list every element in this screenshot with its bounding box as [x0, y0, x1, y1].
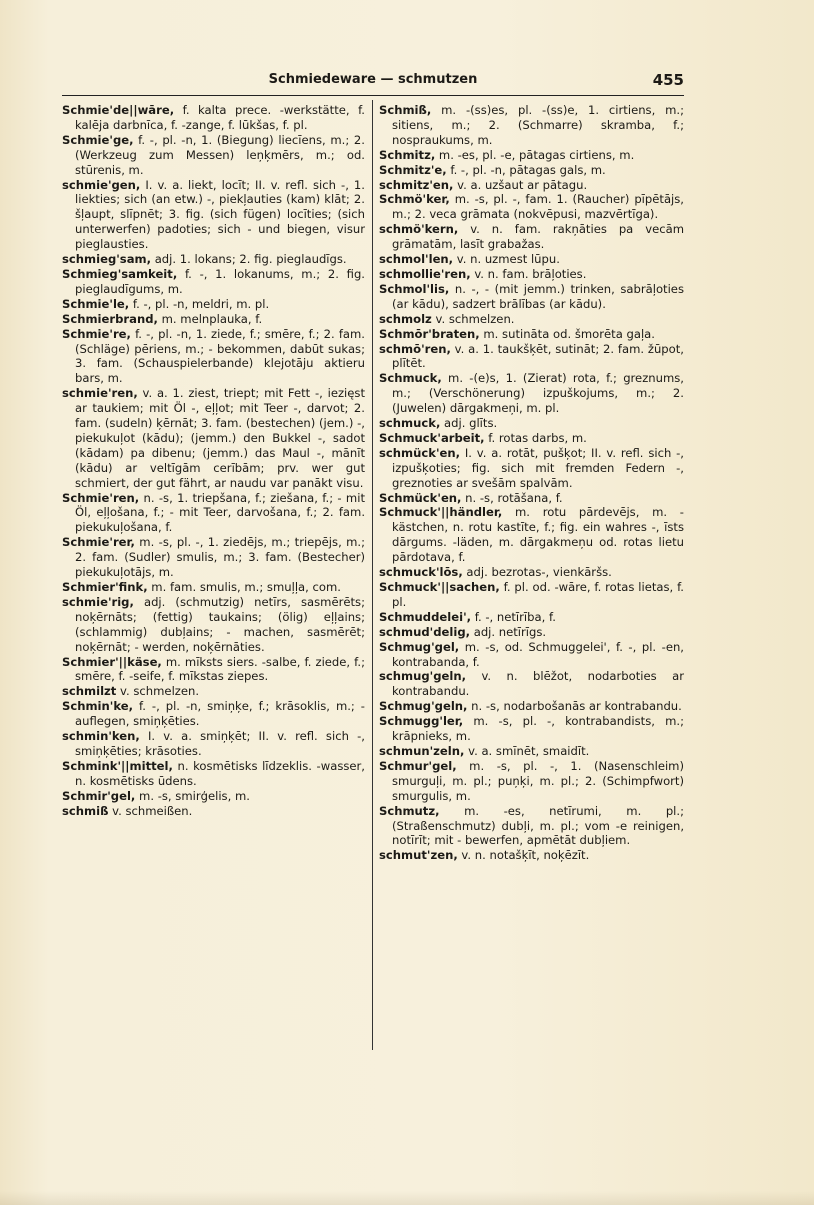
entry-definition: f. -, pl. -n, pātagas gals, m.: [446, 162, 606, 177]
entry-definition: v. a. 1. taukšķēt, sutināt; 2. fam. žūpot, plītēt.: [392, 341, 684, 371]
dictionary-entry: [62, 297, 365, 312]
entry-definition: I. v. a. smiņķēt; II. v. refl. sich -, smiņķēties; krāsoties.: [75, 729, 365, 758]
dictionary-entry: [379, 491, 684, 506]
dictionary-entry: [62, 267, 365, 297]
entry-headword: Schmie're,: [62, 326, 131, 341]
dictionary-entry: [379, 640, 684, 670]
entry-definition: f. rotas darbs, m.: [484, 430, 587, 445]
entry-headword: schmie'ren,: [62, 386, 138, 401]
entry-headword: Schmitz'e,: [379, 162, 447, 177]
dictionary-entry: [62, 789, 365, 804]
entry-definition: v. n. fam. brāļoties.: [470, 266, 587, 281]
entry-definition: m. sutināta od. šmorēta gaļa.: [479, 326, 655, 341]
entry-headword: Schmierbrand,: [62, 311, 158, 326]
entry-definition: m. rotu pārdevējs, m. -kästchen, n. rotu kastīte, f.; fig. ein wahres -, īsts dārgums. -läden, m. dārgakmeņu od. rotas lietu pārdotava, f.: [392, 505, 684, 565]
entry-definition: m. -es, pl. -e, pātagas cirtiens, m.: [435, 147, 635, 162]
dictionary-entry: [62, 804, 365, 819]
entry-headword: Schmuck'||sachen,: [379, 580, 500, 594]
dictionary-entry: [62, 491, 365, 536]
entry-headword: Schmie'le,: [62, 296, 130, 311]
entry-headword: Schmugg'ler,: [379, 714, 464, 729]
dictionary-entry: [379, 312, 684, 327]
entry-headword: Schmück'en,: [379, 490, 462, 505]
entry-definition: v. a. 1. ziest, triept; mit Fett -, iezięst ar taukiem; mit Öl -, eļļot; mit Teer -, darvot; 2. fam. (sudeln) ķērnāt; 3. fam. (bestechen) (jem.) -, piekukuļot (kādu); (jemm.) den Bukkel -, sadot (kādam) pa dibenu; (jemm.) das Maul -, mānīt (kādu) ar veltīgām cerībām; prv. wer gut schmiert, der gut fährt, ar naudu var panākt visu.: [75, 386, 365, 490]
entry-headword: Schmōr'braten,: [379, 326, 480, 341]
entry-headword: schmie'gen,: [62, 177, 141, 192]
entry-headword: Schmie'ren,: [62, 490, 140, 505]
entry-definition: v. n. notašķīt, noķēzīt.: [457, 848, 590, 863]
entry-headword: Schmol'lis,: [379, 281, 450, 296]
entry-definition: n. -s, rotāšana, f.: [461, 490, 563, 505]
entry-definition: v. n. blēžot, nodarboties ar kontrabandu.: [392, 669, 684, 699]
entry-definition: m. -(e)s, 1. (Zierat) rota, f.; greznums, m.; (Verschönerung) izpuškojums, m.; 2. (Juwelen) dārgakmeņi, m. pl.: [392, 371, 684, 416]
dictionary-entry: [62, 684, 365, 699]
entry-definition: f. -, pl. -n, smiņķe, f.; krāsoklis, m.; - auflegen, smiņķēties.: [75, 699, 365, 729]
dictionary-entry: [379, 416, 684, 431]
dictionary-entry: [62, 729, 365, 759]
dictionary-entry: [379, 610, 684, 625]
entry-headword: Schmutz,: [379, 803, 440, 818]
dictionary-entry: [379, 148, 684, 163]
header-rule: [62, 95, 684, 96]
dictionary-entry: [379, 580, 684, 610]
entry-headword: schmie'rig,: [62, 594, 134, 609]
entry-definition: n. -s, 1. triepšana, f.; ziešana, f.; - mit Öl, eļļošana, f.; - mit Teer, darvošana, f.; 2. fam. piekukuļošana, f.: [75, 490, 365, 535]
entry-headword: Schmuddelei',: [379, 609, 472, 624]
entry-headword: schmol'len,: [379, 252, 454, 267]
dictionary-entry: [379, 371, 684, 416]
entry-definition: I. v. a. rotāt, pušķot; II. v. refl. sich -, izpušķoties; fig. sich mit fremden Federn -, greznoties ar svešām spalvām.: [392, 445, 684, 490]
entry-definition: f. kalta prece. -werkstätte, f. kalēja darbnīca, f. -zange, f. lūkšas, f. pl.: [75, 103, 365, 132]
entry-headword: Schmug'geln,: [379, 699, 468, 714]
dictionary-entry: [62, 312, 365, 327]
entry-headword: Schmier'fink,: [62, 580, 148, 594]
entry-headword: schmück'en,: [379, 445, 461, 460]
dictionary-entry: [62, 327, 365, 387]
entry-definition: f. -, pl. -n, meldri, m. pl.: [129, 296, 270, 311]
dictionary-entry: [62, 759, 365, 789]
entry-headword: schmilzt: [62, 684, 117, 699]
entry-definition: f. -, pl. -n, 1. ziede, f.; smēre, f.; 2. fam. (Schläge) pēriens, m.; - bekommen, dabūt sukas; 3. fam. (Schauspielerbande) klejotāju aktieru bars, m.: [75, 326, 365, 386]
entry-headword: Schmie'de||wāre,: [62, 103, 175, 117]
entry-headword: Schmiß,: [379, 103, 432, 117]
column-divider: [372, 100, 373, 1050]
entry-definition: v. schmelzen.: [116, 684, 200, 699]
entry-definition: v. schmelzen.: [431, 311, 515, 326]
entry-definition: v. a. uzšaut ar pātagu.: [453, 177, 588, 192]
running-head: Schmiedeware — schmutzen: [268, 72, 478, 87]
entry-definition: m. -s, pl. -, 1. (Nasenschleim) smurguļi, m. pl.; puņķi, m. pl.; 2. (Schimpfwort) smurgulis, m.: [392, 758, 684, 803]
entry-definition: v. n. fam. rakņāties pa vecām grāmatām, lasīt grabažas.: [392, 222, 684, 252]
entry-definition: v. schmeißen.: [108, 803, 193, 818]
entry-definition: v. a. smīnēt, smaidīt.: [464, 743, 590, 758]
entry-headword: schmug'geln,: [379, 669, 467, 684]
entry-definition: adj. (schmutzig) netīrs, sasmērēts; noķērnāts; (fettig) taukains; (ölig) eļļains; (schlammig) dubļains; - machen, sasmērēt; noķērnāt; - werden, noķērnāties.: [75, 594, 365, 654]
dictionary-entry: [62, 535, 365, 580]
entry-headword: schmuck'lōs,: [379, 565, 463, 580]
entry-headword: schmuck,: [379, 416, 441, 431]
entry-headword: Schmuck'||händler,: [379, 505, 503, 520]
dictionary-entry: [379, 714, 684, 744]
entry-headword: schmun'zeln,: [379, 743, 465, 758]
dictionary-entry: [62, 580, 365, 595]
entry-definition: m. fam. smulis, m.; smuļļa, com.: [147, 580, 341, 594]
entry-definition: f. pl. od. -wāre, f. rotas lietas, f. pl.: [392, 580, 684, 609]
entry-headword: Schmier'||käse,: [62, 654, 162, 669]
dictionary-entry: [62, 655, 365, 685]
dictionary-entry: [379, 342, 684, 372]
dictionary-entry: [379, 267, 684, 282]
entry-headword: Schmug'gel,: [379, 639, 460, 654]
dictionary-entry: [379, 744, 684, 759]
dictionary-entry: [379, 625, 684, 640]
entry-definition: f. -, pl. -n, 1. (Biegung) liecīens, m.; 2. (Werkzeug zum Messen) leņķmērs, m.; od. stūrenis, m.: [75, 132, 365, 177]
dictionary-entry: [62, 595, 365, 655]
entry-definition: m. -s, od. Schmuggelei', f. -, pl. -en, kontrabanda, f.: [392, 639, 684, 669]
dictionary-entry: [379, 327, 684, 342]
entry-headword: Schmitz,: [379, 147, 436, 162]
entry-definition: n. -, - (mit jemm.) trinken, sabrāļoties (ar kādu), sadzert brālības (ar kādu).: [392, 281, 684, 311]
dictionary-entry: [62, 133, 365, 178]
dictionary-entry: [379, 848, 684, 863]
entry-headword: Schmuck'arbeit,: [379, 430, 485, 445]
entry-definition: v. n. uzmest lūpu.: [453, 252, 560, 267]
entry-headword: Schmir'gel,: [62, 788, 136, 803]
entry-definition: adj. bezrotas-, vienkāršs.: [462, 565, 612, 580]
entry-definition: m. -es, netīrumi, m. pl.; (Straßenschmutz) dubļi, m. pl.; vom -e reinigen, notīrīt; mit - bewerfen, apmētāt dubļiem.: [392, 803, 684, 848]
entry-definition: n. kosmētisks līdzeklis. -wasser, n. kosmētisks ūdens.: [75, 758, 365, 788]
dictionary-entry: [379, 804, 684, 849]
entry-headword: Schmie'ge,: [62, 132, 134, 147]
entry-headword: Schmö'ker,: [379, 192, 450, 207]
dictionary-entry: [379, 759, 684, 804]
page-number: 455: [652, 71, 684, 89]
entry-headword: schmin'ken,: [62, 729, 140, 744]
entry-headword: Schmur'gel,: [379, 758, 457, 773]
right-column: [379, 103, 684, 863]
dictionary-entry: [379, 282, 684, 312]
entry-definition: m. melnplauka, f.: [157, 311, 263, 326]
entry-headword: schmō'ren,: [379, 341, 451, 356]
dictionary-entry: [379, 103, 684, 148]
entry-definition: adj. netīrīgs.: [470, 624, 547, 639]
dictionary-entry: [379, 163, 684, 178]
dictionary-entry: [62, 699, 365, 729]
entry-definition: m. mīksts siers. -salbe, f. ziede, f.; smēre, f. -seife, f. mīkstas ziepes.: [75, 654, 365, 684]
dictionary-entry: [379, 699, 684, 714]
dictionary-entry: [62, 252, 365, 267]
dictionary-entry: [62, 386, 365, 490]
entry-headword: Schmieg'samkeit,: [62, 266, 178, 281]
left-column: [62, 103, 365, 819]
entry-definition: m. -s, pl. -, 1. ziedējs, m.; triepējs, m.; 2. fam. (Sudler) smulis, m.; 3. fam. (Bestecher) piekukuļotājs, m.: [75, 535, 365, 580]
entry-definition: m. -(ss)es, pl. -(ss)e, 1. cirtiens, m.; sitiens, m.; 2. (Schmarre) skramba, f.; nospraukums, m.: [392, 103, 684, 147]
dictionary-entry: [379, 431, 684, 446]
entry-definition: I. v. a. liekt, locīt; II. v. refl. sich -, 1. liekties; sich (an etw.) -, piekļauties (kam) klāt; 2. šļaupt, slīpnēt; 3. fig. (sich fügen) locīties; (sich unterwerfen) padoties; sich - und biegen, visur pieglausties.: [75, 177, 365, 252]
entry-definition: adj. 1. lokans; 2. fig. pieglaudīgs.: [151, 252, 347, 267]
entry-headword: schmiß: [62, 803, 109, 818]
dictionary-entry: [379, 565, 684, 580]
dictionary-entry: [379, 192, 684, 222]
dictionary-entry: [62, 103, 365, 133]
entry-definition: m. -s, pl. -, kontrabandists, m.; krāpnieks, m.: [392, 714, 684, 744]
entry-definition: m. -s, smirģelis, m.: [135, 788, 250, 803]
paper-edge: [0, 1191, 814, 1205]
entry-headword: schmolz: [379, 311, 432, 326]
entry-headword: Schmuck,: [379, 371, 442, 386]
entry-headword: schmud'delig,: [379, 624, 471, 639]
entry-definition: f. -, netīrība, f.: [471, 609, 556, 624]
entry-definition: m. -s, pl. -, fam. 1. (Raucher) pīpētājs, m.; 2. veca grāmata (nokvēpusi, mazvērtīga).: [392, 192, 684, 222]
dictionary-entry: [379, 446, 684, 491]
dictionary-entry: [379, 222, 684, 252]
entry-headword: schmollie'ren,: [379, 266, 471, 281]
entry-definition: n. -s, nodarbošanās ar kontrabandu.: [467, 699, 682, 714]
page-header: [62, 72, 684, 94]
dictionary-entry: [379, 669, 684, 699]
dictionary-entry: [379, 178, 684, 193]
entry-headword: Schmie'rer,: [62, 535, 135, 550]
entry-headword: schmieg'sam,: [62, 252, 152, 267]
entry-headword: Schmin'ke,: [62, 699, 134, 714]
entry-headword: schmö'kern,: [379, 222, 459, 237]
entry-headword: schmitz'en,: [379, 177, 454, 192]
entry-headword: Schmink'||mittel,: [62, 758, 173, 773]
entry-definition: f. -, 1. lokanums, m.; 2. fig. pieglaudīgums, m.: [75, 266, 365, 296]
dictionary-entry: [379, 252, 684, 267]
entry-definition: adj. glīts.: [440, 416, 498, 431]
dictionary-entry: [62, 178, 365, 253]
entry-headword: schmut'zen,: [379, 848, 458, 863]
dictionary-entry: [379, 505, 684, 565]
